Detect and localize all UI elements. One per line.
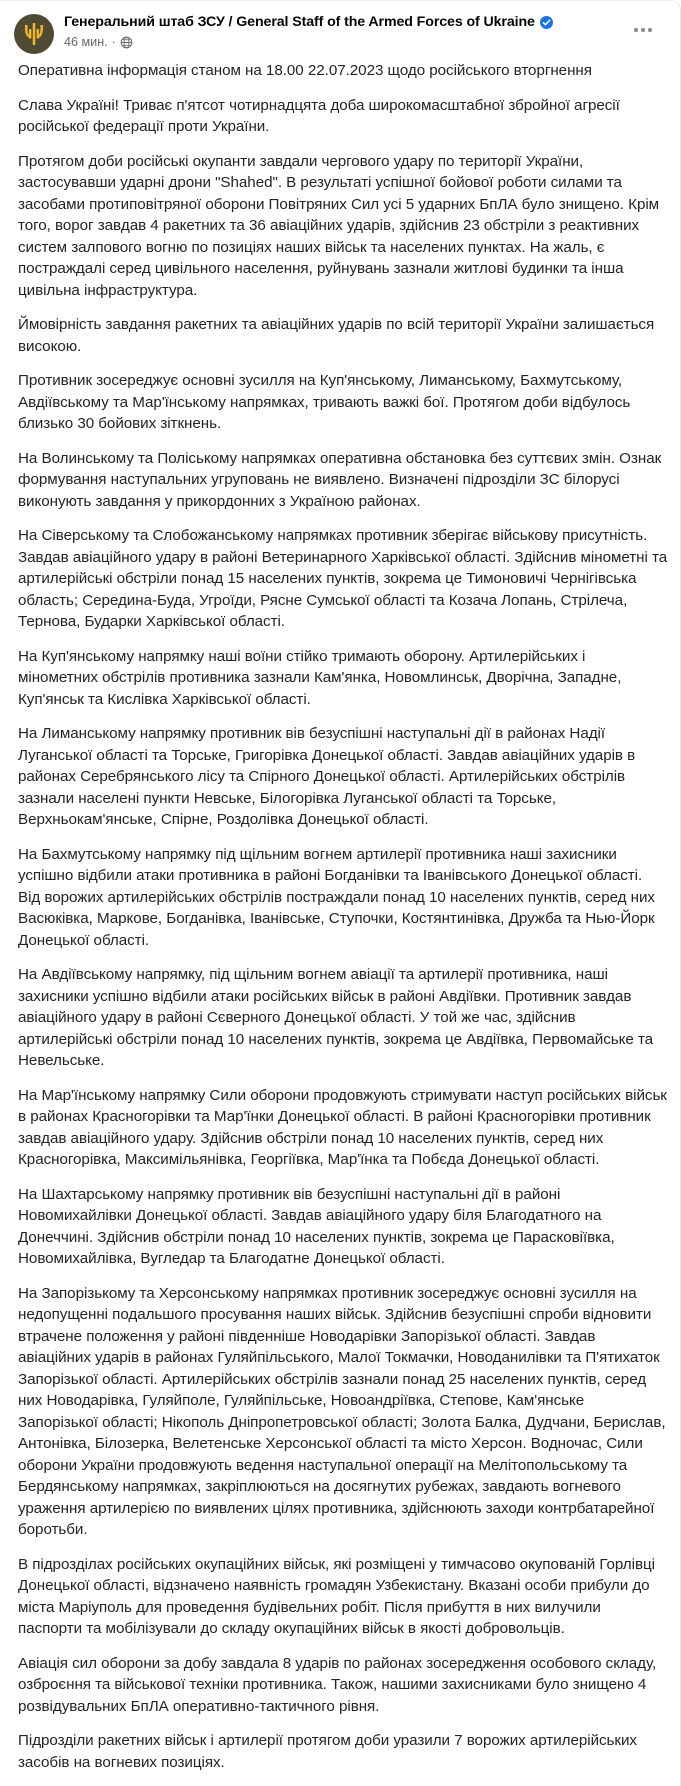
post-paragraph: Авіація сил оборони за добу завдала 8 ударів по районах зосередження особового складу, озброєння та військової техніки противника. Також, нашими захисниками було знищено 4 розвідувальних БпЛА оперативно-тактичного рівня. xyxy=(18,1654,657,1715)
post-paragraph: Оперативна інформація станом на 18.00 22.07.2023 щодо російського вторгнення xyxy=(18,62,592,79)
post-paragraph: На Волинському та Поліському напрямках оперативна обстановка без суттєвих змін. Ознак формування наступальних угруповань не виявлено. Визначені підрозділи ЗС білорусі виконують завдання у прикордонних з Україною районах. xyxy=(18,449,662,510)
post-paragraph: На Бахмутському напрямку під щільним вогнем артилерії противника наші захисники успішно відбили атаки противника в районі Богданівки та Іванівського Донецької області. Від ворожих артилерійських обстрілів постраждали понад 10 населених пунктів, серед них Васюківка, Маркове, Богданівка, Іванівське, Ступочки, Костянтинівка, Дружба та Нью-Йорк Донецької області. xyxy=(18,845,655,949)
post-paragraph: Противник зосереджує основні зусилля на Куп'янському, Лиманському, Бахмутському, Авдіївському та Мар'їнському напрямках, тривають важкі бої. Протягом доби відбулось близько 30 бойових зіткнень. xyxy=(18,372,631,432)
more-dot xyxy=(648,28,652,32)
post-paragraph: Слава Україні! Триває п'ятсот чотирнадцята доба широкомасштабної збройної агресії російської федерації проти України. xyxy=(18,96,620,135)
globe-icon[interactable] xyxy=(120,36,133,49)
post-paragraph: На Мар'їнському напрямку Сили оборони продовжують стримувати наступ російських військ в районах Красногорівки та Мар'їнки Донецької області. В районі Красногорівки противник завдав авіаційного удару. Здійснив обстріли понад 10 населених пунктів, серед них Красногорівка, Максимільянівка, Георгіївка, Мар'їнка та Побєда Донецької області. xyxy=(18,1086,667,1168)
post-paragraph: На Авдіївському напрямку, під щільним вогнем авіації та артилерії противника, наші захисники успішно відбили атаки російських військ в районі Авдіївки. Противник завдав авіаційного удару в районі Сєверного Донецької області. У той же час, здійснив артилерійські обстріли понад 10 населених пунктів, зокрема це Авдіївка, Первомайське та Невельське. xyxy=(18,966,654,1069)
verified-badge-icon xyxy=(540,16,553,29)
post-header xyxy=(0,1,680,60)
post-paragraph: В підрозділах російських окупаційних військ, які розміщені у тимчасово окупованій Горлівці Донецької області, відзначено наявність громадян Узбекистану. Вказані особи прибули до міста Маріуполь для проведення будівельних робіт. Після прибуття в них вилучили паспорти та мобілізували до складу окупаційних військ в якості добровольців. xyxy=(18,1555,655,1637)
post-paragraph: Підрозділи ракетних військ і артилерії протягом доби уразили 7 ворожих артилерійських засобів на вогневих позиціях. xyxy=(18,1732,637,1771)
author-name[interactable]: Генеральний штаб ЗСУ / General Staff of the Armed Forces of Ukraine xyxy=(64,14,535,30)
post-paragraph: На Куп'янському напрямку наші воїни стійко тримають оборону. Артилерійських і мінометних обстрілів противника зазнали Кам'янка, Новомлинськ, Дворічна, Западне, Куп'янськ та Кислівка Харківської області. xyxy=(18,647,622,708)
meta-separator: · xyxy=(111,35,116,49)
post-paragraph: На Лиманському напрямку противник вів безуспішні наступальні дії в районах Надії Луганської області та Торське, Григорівка Донецької області. Завдав авіаційних ударів в районах Серебрянського лісу та Спірного Донецької області. Артилерійських обстрілів зазнали населені пункти Невське, Білогорівка Луганської області та Торське, Верхньокам'янське, Спірне, Роздолівка Донецької області. xyxy=(18,725,636,828)
post-author-block xyxy=(64,13,666,50)
post-meta-row xyxy=(64,34,666,50)
ukraine-trident-icon xyxy=(22,21,46,47)
post-timestamp[interactable]: 46 мин. xyxy=(64,35,108,49)
more-dot xyxy=(641,28,645,32)
more-dot xyxy=(634,28,638,32)
post-body xyxy=(0,60,680,1773)
post-paragraph: На Шахтарському напрямку противник вів безуспішні наступальні дії в районі Новомихайлівки Донецької області. Завдав авіаційного удару біля Благодатного на Донеччині. Здійснив обстріли понад 10 населених пунктів, зокрема це Парасковіївка, Новомихайлівка, Вугледар та Благодатне Донецької області. xyxy=(18,1185,615,1267)
post-paragraph: На Запорізькому та Херсонському напрямках противник зосереджує основні зусилля на недопущенні подальшого просування наших військ. Здійснив безуспішні спроби відновити втрачене положення у районі південніше Новодарівки Запорізької області. Завдав авіаційних ударів в районах Гуляйпільського, Малої Токмачки, Новоданилівки та П'ятихаток Запорізької області. Артилерійських обстрілів зазнали понад 25 населених пунктів, серед них Новодарівка, Гуляйполе, Гуляйпільське, Новоандріївка, Степове, Кам'янське Запорізької області; Нікополь Дніпропетровської області; Золота Балка, Дудчани, Берислав, Антонівка, Білозерка, Велетенське Херсонської області та місто Херсон. Водночас, Сили оборони України продовжують ведення наступальної операції на Мелітопольському та Бердянському напрямках, закріплюються на досягнутих рубежах, завдають вогневого ураження артилерією по виявлених цілях противника, здійснюють заходи контрбатарейної боротьби. xyxy=(18,1284,666,1538)
author-name-row xyxy=(64,14,666,31)
avatar[interactable] xyxy=(14,14,54,54)
post-paragraph: Протягом доби російські окупанти завдали чергового удару по території України, застосувавши ударні дрони "Shahed". В результаті успішної бойової роботи силами та засобами протиповітряної оборони Повітряних Сил усі 5 ударних БпЛА було знищено. Крім того, ворог завдав 4 ракетних та 36 авіаційних ударів, здійснив 23 обстріли з реактивних систем залпового вогню по позиціях наших військ та населених пунктах. На жаль, є постраждалі серед цивільного населення, руйнувань зазнали житлові будинки та інша цивільна інфраструктура. xyxy=(18,152,660,299)
post-paragraph: Ймовірність завдання ракетних та авіаційних ударів по всій території України залишається високою. xyxy=(18,316,655,355)
post-paragraph: На Сіверському та Слобожанському напрямках противник зберігає військову присутність. Завдав авіаційного удару в районі Ветеринарного Харківської області. Здійснив мінометні та артилерійські обстріли понад 15 населених пунктів, зокрема це Тимоновичі Чернігівська область; Середина-Буда, Угроїди, Рясне Сумської області та Козача Лопань, Стрілеча, Тернова, Бударки Харківської області. xyxy=(18,527,668,630)
more-options-icon[interactable] xyxy=(628,18,658,42)
